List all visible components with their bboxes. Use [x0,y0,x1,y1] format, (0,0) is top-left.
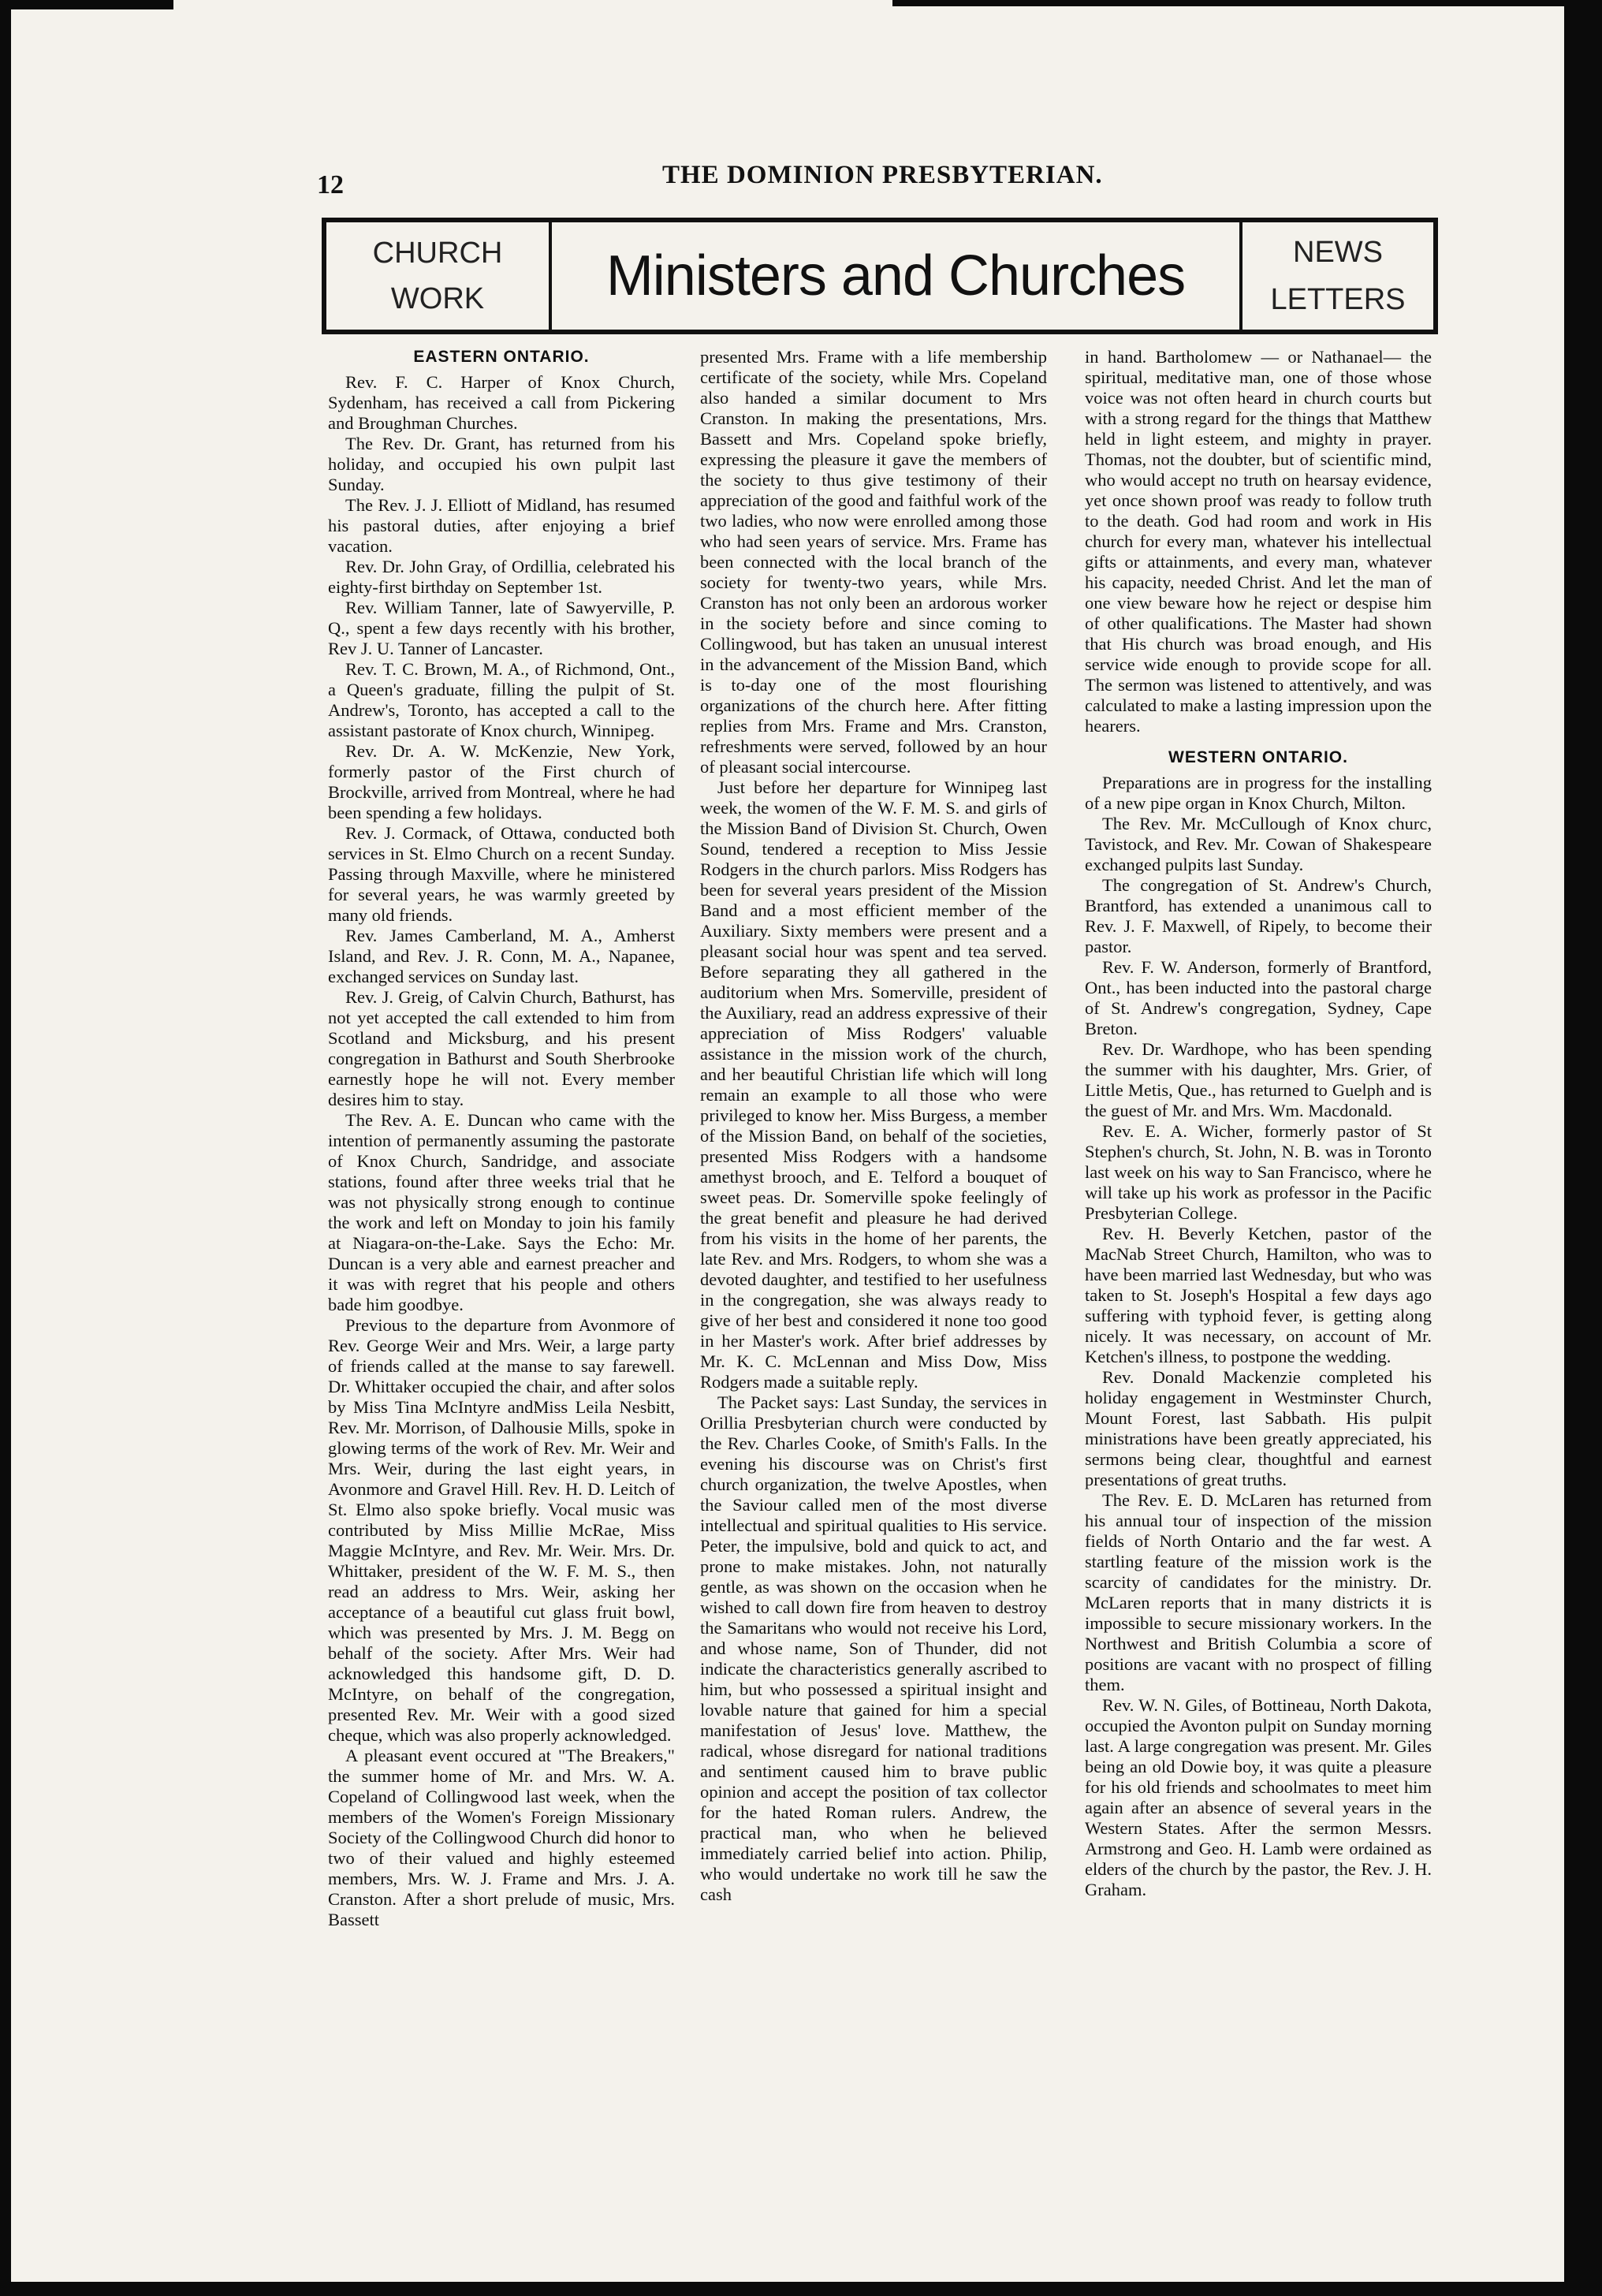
article-paragraph: Rev. E. A. Wicher, formerly pastor of St Stephen's church, St. John, N. B. was in Toronto last week on his way to San Francisco, where he will take up his work as professor in the Pacific Presbyterian College. [1085,1121,1432,1223]
article-paragraph: presented Mrs. Frame with a life membership certificate of the society, while Mrs. Copeland also handed a similar document to Mrs Cranston. In making the presentations, Mrs. Bassett and Mrs. Copeland spoke briefly, expressing the pleasure it gave the members of the society to thus give testimony of their appreciation of the good and faithful work of the two ladies, who now were enrolled among those who had seen years of service. Mrs. Frame has been connected with the local branch of the society for twenty-two years, while Mrs. Cranston has not only been an ardorous worker in the society before and since coming to Collingwood, but has taken an unusual interest in the advancement of the Mission Band, which is to-day one of the most flourishing organizations of the church here. After fitting replies from Mrs. Frame and Mrs. Cranston, refreshments were served, followed by an hour of pleasant social intercourse. [700,347,1047,777]
section-banner [322,218,1438,334]
banner-left-box [326,222,552,330]
article-paragraph: Rev. T. C. Brown, M. A., of Richmond, Ont., a Queen's graduate, filling the pulpit of St. Andrew's, Toronto, has accepted a call to the assistant pastorate of Knox church, Winnipeg. [328,659,675,740]
page-number: 12 [317,170,344,199]
article-paragraph: Rev. Dr. John Gray, of Ordillia, celebrated his eighty-first birthday on September 1st. [328,557,675,597]
article-paragraph: The congregation of St. Andrew's Church, Brantford, has extended a unanimous call to Rev. J. F. Maxwell, of Ripely, to become their pastor. [1085,875,1432,956]
column-2 [700,347,1047,1905]
article-paragraph: Rev. F. C. Harper of Knox Church, Sydenham, has received a call from Pickering and Broughman Churches. [328,372,675,433]
scan-border-left [0,0,11,2296]
article-paragraph: Rev. J. Greig, of Calvin Church, Bathurst, has not yet accepted the call extended to him from Scotland and Micksburg, and his present congregation in Bathurst and South Sherbrooke earnestly hope he will not. Every member desires him to stay. [328,987,675,1109]
banner-left-line-1: CHURCH [372,237,503,270]
article-paragraph: Rev. F. W. Anderson, formerly of Brantford, Ont., has been inducted into the pastoral charge of St. Andrew's congregation, Sydney, Cape Breton. [1085,957,1432,1038]
article-paragraph: Rev. J. Cormack, of Ottawa, conducted both services in St. Elmo Church on a recent Sunday. Passing through Maxville, where he ministered for several years, he was warmly greeted by many old friends. [328,823,675,925]
article-paragraph: Rev. Dr. A. W. McKenzie, New York, formerly pastor of the First church of Brockville, arrived from Montreal, where he had been spending a few holidays. [328,741,675,822]
article-paragraph: Rev. H. Beverly Ketchen, pastor of the MacNab Street Church, Hamilton, who was to have been married last Wednesday, but who was taken to St. Joseph's Hospital a few days ago suffering with typhoid fever, is getting along nicely. It was necessary, on account of Mr. Ketchen's illness, to postpone the wedding. [1085,1224,1432,1366]
article-paragraph: Previous to the departure from Avonmore of Rev. George Weir and Mrs. Weir, a large party of friends called at the manse to say farewell. Dr. Whittaker occupied the chair, and after solos by Miss Tina McIntyre andMiss Leila Nesbitt, Rev. Mr. Morrison, of Dalhousie Mills, spoke in glowing terms of the work of Rev. Mr. Weir and Mrs. Weir, during the last eight years, in Avonmore and Gravel Hill. Rev. H. D. Leitch of St. Elmo also spoke briefly. Vocal music was contributed by Miss Millie McRae, Miss Maggie McIntyre, and Rev. Mr. Weir. Mrs. Dr. Whittaker, president of the W. F. M. S., then read an address to Mrs. Weir, asking her acceptance of a beautiful cut glass fruit bowl, which was presented by Mrs. J. M. Begg on behalf of the society. After Mrs. Weir had acknowledged this handsome gift, D. D. McIntyre, on behalf of the congregation, presented Rev. Mr. Weir with a good sized cheque, which was also properly acknowledged. [328,1315,675,1745]
running-title: THE DOMINION PRESBYTERIAN. [662,161,1103,189]
scan-border-top [0,0,173,9]
article-paragraph: in hand. Bartholomew — or Nathanael— the spiritual, meditative man, one of those whose voice was not often heard in church courts but with a strong regard for the things that Matthew held in light esteem, and mighty in prayer. Thomas, not the doubter, but of scientific mind, who would accept no truth on hearsay evidence, yet once shown proof was ready to follow truth to the death. God had room and work in His church for every man, whatever his intellectual gifts or attainments, and every man, whatever his capacity, needed Christ. And let the man of one view beware how he reject or despise him of other qualifications. The Master had shown that His church was broad enough, and His service wide enough to provide scope for all. The sermon was listened to attentively, and was calculated to make a lasting impression upon the hearers. [1085,347,1432,736]
article-paragraph: The Rev. J. J. Elliott of Midland, has resumed his pastoral duties, after enjoying a brief vacation. [328,495,675,556]
article-paragraph: Rev. W. N. Giles, of Bottineau, North Dakota, occupied the Avonton pulpit on Sunday morning last. A large congregation was present. Mr. Giles being an old Dowie boy, it was quite a pleasure for his old friends and schoolmates to meet him again after an absence of several years in the Western States. After the sermon Messrs. Armstrong and Geo. H. Lamb were ordained as elders of the church by the pastor, the Rev. J. H. Graham. [1085,1695,1432,1899]
article-paragraph: The Rev. E. D. McLaren has returned from his annual tour of inspection of the mission fields of North Ontario and the far west. A startling feature of the mission work is the scarcity of candidates for the ministry. Dr. McLaren reports that in many districts it is impossible to secure missionary workers. In the Northwest and British Columbia a score of positions are vacant with no prospect of filling them. [1085,1490,1432,1694]
article-paragraph: Preparations are in progress for the installing of a new pipe organ in Knox Church, Milton. [1085,773,1432,813]
article-paragraph: Rev. William Tanner, late of Sawyerville, P. Q., spent a few days recently with his brother, Rev J. U. Tanner of Lancaster. [328,598,675,658]
article-paragraph: The Packet says: Last Sunday, the services in Orillia Presbyterian church were conducted by the Rev. Charles Cooke, of Smith's Falls. In the evening his discourse was on Christ's first church organization, the twelve Apostles, when the Saviour called men of the most diverse intellectual and spiritual qualities to His service. Peter, the impulsive, bold and quick to act, and prone to make mistakes. John, not naturally gentle, as was shown on the occasion when he wished to call down fire from heaven to destroy the Samaritans who would not receive his Lord, and whose name, Son of Thunder, did not indicate the characteristics generally ascribed to him, but who possessed a spiritual insight and lovable nature that gained for him a special manifestation of Jesus' love. Matthew, the radical, whose disregard for national traditions and sentiment caused him to brave public opinion and accept the position of tax collector for the hated Roman rulers. Andrew, the practical man, who when he believed immediately carried belief into action. Philip, who would undertake no work till he saw the cash [700,1392,1047,1904]
scan-border-right [1564,0,1602,2296]
article-paragraph: The Rev. A. E. Duncan who came with the intention of permanently assuming the pastorate of Knox Church, Sandridge, and associate stations, found after three weeks trial that he was not physically strong enough to continue the work and left on Monday to join his family at Niagara-on-the-Lake. Says the Echo: Mr. Duncan is a very able and earnest preacher and it was with regret that his people and others bade him goodbye. [328,1110,675,1314]
article-paragraph: Rev. Donald Mackenzie completed his holiday engagement in Westminster Church, Mount Forest, last Sabbath. His pulpit ministrations have been greatly appreciated, his sermons being clear, thoughtful and earnest presentations of great truths. [1085,1367,1432,1489]
banner-left-line-2: WORK [390,282,485,315]
article-paragraph: The Rev. Dr. Grant, has returned from his holiday, and occupied his own pulpit last Sunday. [328,434,675,494]
article-paragraph: Rev. Dr. Wardhope, who has been spending the summer with his daughter, Mrs. Grier, of Little Metis, Que., has returned to Guelph and is the guest of Mr. and Mrs. Wm. Macdonald. [1085,1039,1432,1120]
banner-right-line-1: NEWS [1293,236,1383,269]
section-heading-eastern-ontario: EASTERN ONTARIO. [413,348,590,366]
scan-border-top-right [892,0,1602,6]
column-3 [1085,347,1432,1900]
section-title: Ministers and Churches [552,222,1242,330]
section-heading-western-ontario: WESTERN ONTARIO. [1168,748,1348,766]
banner-right-box [1242,222,1433,330]
article-paragraph: A pleasant event occured at "The Breakers," the summer home of Mr. and Mrs. W. A. Copeland of Collingwood last week, when the members of the Women's Foreign Missionary Society of the Collingwood Church did honor to two of their valued and highly esteemed members, Mrs. W. J. Frame and Mrs. J. A. Cranston. After a short prelude of music, Mrs. Bassett [328,1746,675,1929]
article-paragraph: Rev. James Camberland, M. A., Amherst Island, and Rev. J. R. Conn, M. A., Napanee, exchanged services on Sunday last. [328,926,675,986]
banner-right-line-2: LETTERS [1270,283,1406,316]
article-paragraph: The Rev. Mr. McCullough of Knox churc, Tavistock, and Rev. Mr. Cowan of Shakespeare exchanged pulpits last Sunday. [1085,814,1432,874]
article-paragraph: Just before her departure for Winnipeg last week, the women of the W. F. M. S. and girls of the Mission Band of Division St. Church, Owen Sound, tendered a reception to Miss Jessie Rodgers in the church parlors. Miss Rodgers has been for several years president of the Mission Band and a most efficient member of the Auxiliary. Sixty members were present and a pleasant social hour was spent and tea served. Before separating they all gathered in the auditorium when Mrs. Somerville, president of the Auxiliary, read an address expressive of their appreciation of Miss Rodgers' valuable assistance in the mission work of the church, and her beautiful Christian life which will long remain an example to all those who were privileged to know her. Miss Burgess, a member of the Mission Band, on behalf of the societies, presented Miss Rodgers with a handsome amethyst brooch, and E. Telford a bouquet of sweet peas. Dr. Somerville spoke feelingly of the great benefit and pleasure he had derived from his visits in the home of her parents, the late Rev. and Mrs. Rodgers, to whom she was a devoted daughter, and testified to her usefulness in the congregation, she was always ready to give of her best and considered it none too good in her Master's work. After brief addresses by Mr. K. C. McLennan and Miss Dow, Miss Rodgers made a suitable reply. [700,777,1047,1392]
column-1 [328,347,675,1930]
scan-border-bottom [0,2282,1602,2296]
